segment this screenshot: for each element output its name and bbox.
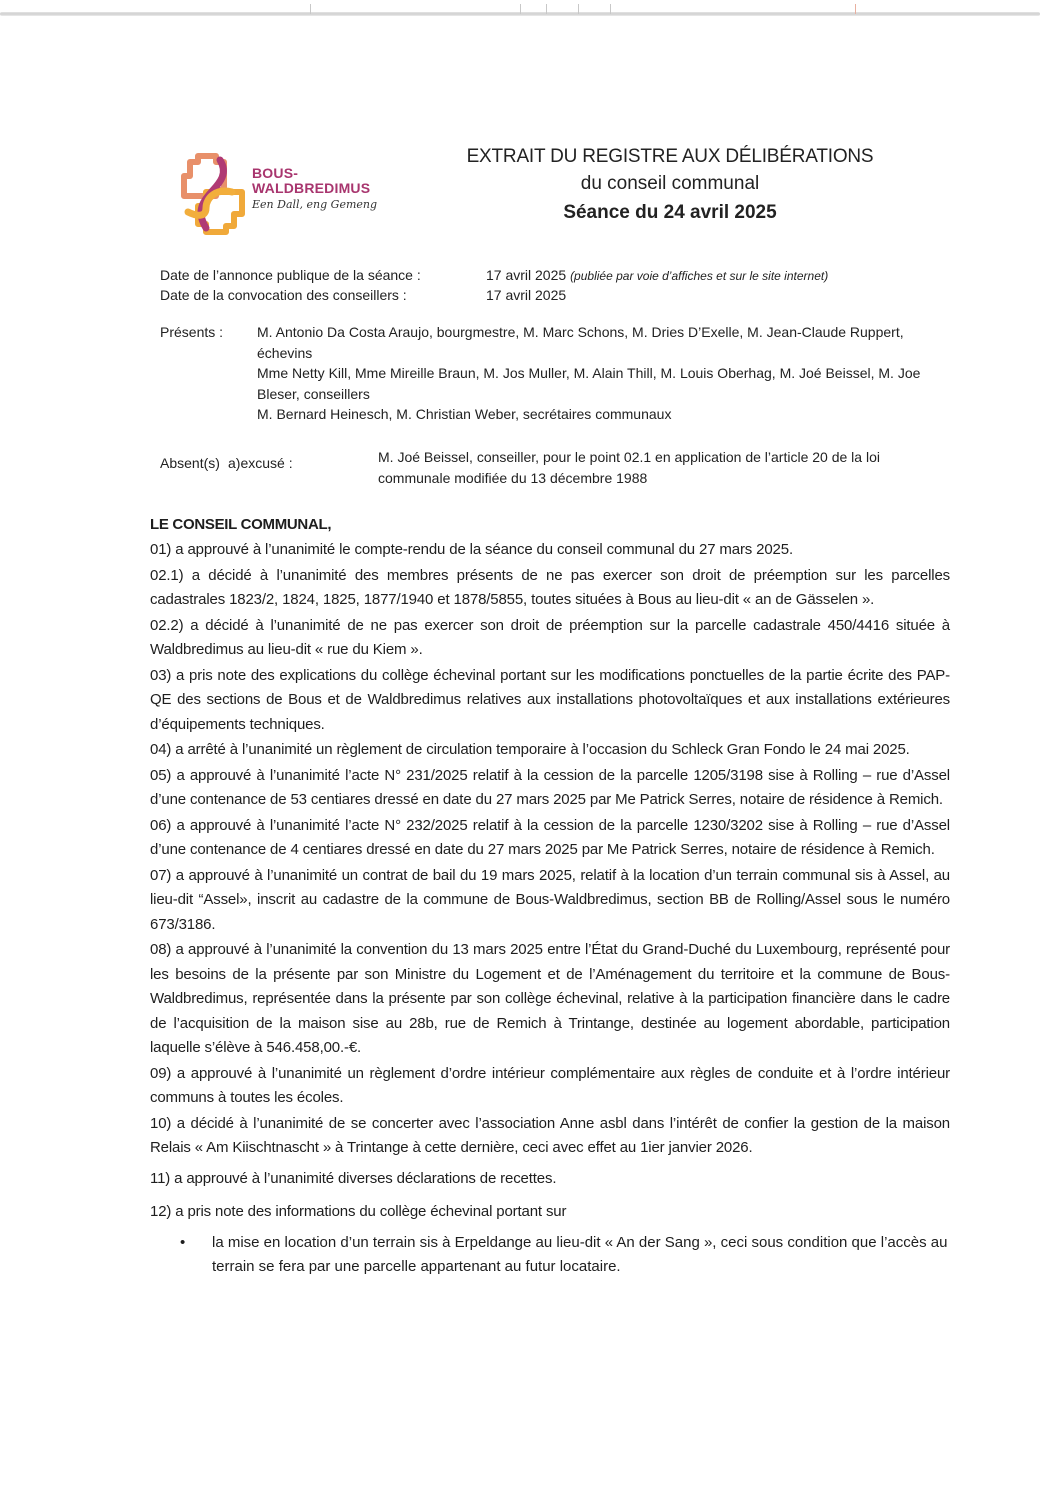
title-session-date: Séance du 24 avril 2025: [563, 202, 777, 223]
excused-label: a)excusé :: [228, 455, 293, 471]
scan-tick-mark: [578, 4, 579, 14]
document-title: [430, 143, 910, 228]
decision-item: 05) a approuvé à l’unanimité l’acte N° 231/2025 relatif à la cession de la parcelle 1205/3198 sise à Rolling – rue d’Assel d’une contenance de 53 centiares dressé en date du 27 mars 2025 par Me Patrick Serres, notaire de résidence à Remich.: [150, 766, 950, 808]
bullet-list-item: [150, 1231, 950, 1279]
council-decisions: [150, 514, 950, 1279]
attendees-secretaries: M. Bernard Heinesch, M. Christian Weber, secrétaires communaux: [257, 406, 672, 422]
logo-name-line1: BOUS-: [252, 165, 299, 181]
commune-emblem-icon: [176, 152, 252, 236]
announcement-date: 17 avril 2025: [486, 267, 567, 283]
decision-item: 12) a pris note des informations du collège échevinal portant sur: [150, 1203, 567, 1220]
announcement-label: Date de l’annonce publique de la séance :: [160, 267, 421, 283]
title-council: du conseil communal: [580, 173, 760, 194]
scan-tick-mark: [610, 4, 611, 14]
decision-item: 11) a approuvé à l’unanimité diverses déclarations de recettes.: [150, 1169, 557, 1187]
logo-name-line2: WALDBREDIMUS: [252, 180, 371, 196]
decision-item: 01) a approuvé à l’unanimité le compte-rendu de la séance du conseil communal du 27 mars 2025.: [150, 541, 793, 558]
decision-item: 08) a approuvé à l’unanimité la convention du 13 mars 2025 entre l’État du Grand-Duché du Luxembourg, représenté pour les besoins de la présente par son Ministre du Logement et de l’Aménagement du territoire et la commune de Bous-Waldbredimus, représentée dans la présente par son collège échevinal, relative à la participation financière dans le cadre de l’acquisition de la maison sise au 28b, rue de Remich à Trintange, destinée au logement abordable, participation laquelle s’élève à 546.458,00.-€.: [150, 941, 950, 1056]
decision-item: 07) a approuvé à l’unanimité un contrat de bail du 19 mars 2025, relatif à la location d’un terrain communal sis à Assel, au lieu-dit “Assel», inscrit au cadastre de la commune de Bous-Waldbredimus, section BB de Rolling/Assel sous le numéro 673/3186.: [150, 866, 950, 933]
logo-wordmark: [252, 166, 370, 196]
convocation-label: Date de la convocation des conseillers :: [160, 287, 407, 303]
title-register: EXTRAIT DU REGISTRE AUX DÉLIBÉRATIONS: [466, 146, 874, 167]
decision-item: 03) a pris note des explications du collège échevinal portant sur les modifications ponctuelles de la partie écrite des PAP-QE des sections de Bous et de Waldbredimus relatives aux installations photovoltaïques et aux installations extérieures d’équipements techniques.: [150, 666, 950, 733]
decision-item: 02.2) a décidé à l’unanimité de ne pas exercer son droit de préemption sur la parcelle cadastrale 450/4416 située à Waldbredimus au lieu-dit « rue du Kiem ».: [150, 616, 950, 658]
decision-item: 02.1) a décidé à l’unanimité des membres présents de ne pas exercer son droit de préemption sur les parcelles cadastrales 1823/2, 1824, 1825, 1877/1940 et 1878/5855, toutes situées à Bous au lieu-dit « an de Gässelen ».: [150, 566, 950, 608]
logo-tagline: Een Dall, eng Gemeng: [252, 198, 378, 211]
decision-item: 04) a arrêté à l’unanimité un règlement de circulation temporaire à l’occasion du Schleck Gran Fondo le 24 mai 2025.: [150, 741, 910, 758]
decision-item: 06) a approuvé à l’unanimité l’acte N° 232/2025 relatif à la cession de la parcelle 1230/3202 sise à Rolling – rue d’Assel d’une contenance de 4 centiares dressé en date du 27 mars 2025 par Me Patrick Serres, notaire de résidence à Remich.: [150, 816, 950, 858]
attendees-list: [257, 322, 947, 425]
convocation-date: 17 avril 2025: [486, 287, 567, 303]
decision-item: 10) a décidé à l’unanimité de se concerter avec l’association Anne asbl dans l’intérêt de confier la gestion de la maison Relais « Am Kiischtnascht » à Trintange à cette dernière, ceci avec effet au 1ier janvier 2026.: [150, 1114, 950, 1156]
information-bullets: [150, 1231, 950, 1279]
council-heading: LE CONSEIL COMMUNAL,: [150, 516, 332, 533]
decision-item: 09) a approuvé à l’unanimité un règlement d’ordre intérieur complémentaire aux règles de conduite et à l’ordre intérieur communs à toutes les écoles.: [150, 1064, 950, 1106]
bullet-icon: •: [180, 1233, 186, 1251]
scan-tick-mark: [520, 4, 521, 14]
commune-logo: [176, 152, 396, 236]
announcement-value: [486, 265, 828, 286]
announcement-note: (publiée par voie d’affiches et sur le site internet): [570, 269, 829, 283]
attendees-executive: M. Antonio Da Costa Araujo, bourgmestre, M. Marc Schons, M. Dries D’Exelle, M. Jean-Claude Ruppert, échevins: [257, 324, 904, 361]
scan-tick-mark: [855, 4, 856, 14]
scan-tick-mark: [546, 4, 547, 14]
attendees-label: Présents :: [160, 324, 224, 340]
attendees-councillors: Mme Netty Kill, Mme Mireille Braun, M. Jos Muller, M. Alain Thill, M. Louis Oberhag, M. Joé Beissel, M. Joe Bleser, conseillers: [257, 365, 921, 402]
excused-text: M. Joé Beissel, conseiller, pour le point 02.1 en application de l’article 20 de la loi communale modifiée du 13 décembre 1988: [378, 449, 880, 486]
scan-tick-mark: [310, 4, 311, 14]
bullet-text: la mise en location d’un terrain sis à Erpeldange au lieu-dit « An der Sang », ceci sous condition que l’accès au terrain se fera par une parcelle appartenant au futur locataire.: [212, 1233, 948, 1275]
absentees-label: Absent(s): [160, 455, 220, 471]
